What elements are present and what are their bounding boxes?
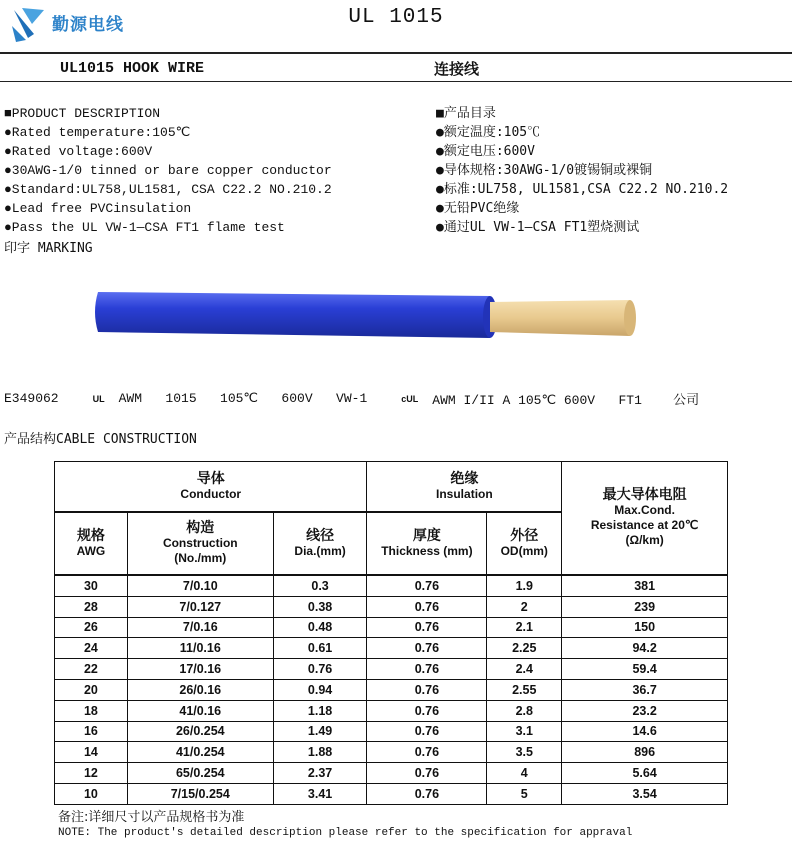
cell-construction: 41/0.16	[127, 700, 273, 721]
cell-diameter: 0.94	[273, 679, 367, 700]
cell-od: 1.9	[487, 575, 562, 596]
cell-thickness: 0.76	[367, 659, 487, 680]
cell-resistance: 59.4	[562, 659, 728, 680]
header-resistance-unit: (Ω/km)	[625, 533, 664, 547]
cell-awg: 20	[55, 679, 128, 700]
header-diameter-en: Dia.(mm)	[294, 543, 346, 558]
cell-thickness: 0.76	[367, 596, 487, 617]
cell-od: 2.25	[487, 638, 562, 659]
ul-logo-icon: UL	[92, 393, 105, 404]
cell-construction: 11/0.16	[127, 638, 273, 659]
cell-construction: 26/0.16	[127, 679, 273, 700]
table-body	[55, 575, 728, 804]
header-conductor-cn: 导体	[196, 470, 225, 487]
description-line: ●额定电压:600V	[436, 144, 535, 159]
header-resistance-en2: Resistance at 20℃	[590, 518, 699, 532]
description-line: ■PRODUCT DESCRIPTION	[4, 106, 161, 121]
cell-construction: 7/0.10	[127, 575, 273, 596]
cell-awg: 26	[55, 617, 128, 638]
table-row	[55, 575, 728, 596]
cell-awg: 18	[55, 700, 128, 721]
header-construction	[127, 512, 273, 575]
cell-resistance: 3.54	[562, 783, 728, 804]
conductor-body	[490, 300, 630, 336]
cell-construction: 7/0.16	[127, 617, 273, 638]
cell-diameter: 1.88	[273, 742, 367, 763]
cable-construction-table	[54, 461, 728, 805]
header-construction-cn: 构造	[186, 520, 215, 536]
header-thickness	[367, 512, 487, 575]
table-row	[55, 617, 728, 638]
description-line: ●Rated voltage:600V	[4, 144, 153, 159]
cell-diameter: 0.3	[273, 575, 367, 596]
cell-diameter: 2.37	[273, 763, 367, 784]
description-line: ●无铅PVC绝缘	[436, 201, 520, 216]
cell-resistance: 94.2	[562, 638, 728, 659]
product-description-chinese	[436, 104, 728, 237]
cell-od: 4	[487, 763, 562, 784]
cell-thickness: 0.76	[367, 763, 487, 784]
subtitle-english: UL1015 HOOK WIRE	[60, 60, 205, 77]
cell-resistance: 381	[562, 575, 728, 596]
description-line: ■产品目录	[436, 106, 496, 121]
table-row	[55, 659, 728, 680]
description-line: ●30AWG-1/0 tinned or bare copper conductor	[4, 163, 332, 178]
description-line: ●通过UL VW-1—CSA FT1塑烧测试	[436, 220, 640, 235]
cell-resistance: 896	[562, 742, 728, 763]
table-row	[55, 742, 728, 763]
table-row	[55, 783, 728, 804]
header-divider	[0, 52, 792, 54]
cell-od: 2.1	[487, 617, 562, 638]
cell-construction: 41/0.254	[127, 742, 273, 763]
product-description-english	[4, 104, 332, 237]
table-row	[55, 700, 728, 721]
header-construction-en: Construction	[162, 536, 238, 550]
cell-od: 2.55	[487, 679, 562, 700]
cell-construction: 65/0.254	[127, 763, 273, 784]
header-insulation	[367, 462, 562, 513]
table-row	[55, 679, 728, 700]
header-od-cn: 外径	[510, 527, 539, 544]
cell-resistance: 239	[562, 596, 728, 617]
construction-label: 产品结构CABLE CONSTRUCTION	[4, 432, 197, 447]
cell-thickness: 0.76	[367, 617, 487, 638]
cell-diameter: 0.48	[273, 617, 367, 638]
header-insulation-cn: 绝缘	[450, 470, 479, 487]
header-resistance	[562, 462, 728, 576]
cell-od: 2.8	[487, 700, 562, 721]
description-line: ●Standard:UL758,UL1581, CSA C22.2 NO.210.2	[4, 182, 332, 197]
cell-od: 2.4	[487, 659, 562, 680]
table-row	[55, 638, 728, 659]
description-line: ●Lead free PVCinsulation	[4, 201, 192, 216]
cell-construction: 26/0.254	[127, 721, 273, 742]
table-row	[55, 721, 728, 742]
header-insulation-en: Insulation	[436, 486, 493, 501]
description-line: ●标准:UL758, UL1581,CSA C22.2 NO.210.2	[436, 182, 729, 197]
header-awg-en: AWG	[76, 543, 106, 558]
cell-awg: 10	[55, 783, 128, 804]
cell-awg: 30	[55, 575, 128, 596]
marking-label: 印字 MARKING	[4, 241, 93, 256]
header-diameter	[273, 512, 367, 575]
cell-diameter: 0.61	[273, 638, 367, 659]
subtitle-divider	[0, 81, 792, 82]
header-construction-unit: (No./mm)	[174, 551, 227, 565]
header-conductor	[55, 462, 367, 513]
note-chinese: 备注:详细尺寸以产品规格书为准	[58, 810, 245, 825]
cell-awg: 22	[55, 659, 128, 680]
document-title: UL 1015	[348, 6, 444, 29]
subtitle-chinese: 连接线	[434, 60, 480, 78]
table-row	[55, 763, 728, 784]
header-od-en: OD(mm)	[500, 543, 548, 558]
description-line: ●额定温度:105℃	[436, 125, 541, 140]
cell-resistance: 150	[562, 617, 728, 638]
print-marking	[4, 389, 713, 408]
cul-logo-icon: cUL	[401, 393, 419, 404]
cell-od: 3.5	[487, 742, 562, 763]
cell-awg: 24	[55, 638, 128, 659]
description-line: ●导体规格:30AWG-1/0镀锡铜或裸铜	[436, 163, 653, 178]
cell-construction: 7/0.127	[127, 596, 273, 617]
cell-awg: 28	[55, 596, 128, 617]
cell-thickness: 0.76	[367, 700, 487, 721]
cell-resistance: 23.2	[562, 700, 728, 721]
cell-diameter: 1.18	[273, 700, 367, 721]
cell-thickness: 0.76	[367, 575, 487, 596]
header-resistance-cn: 最大导体电阻	[602, 487, 687, 503]
marking-spec-csa: AWM I/II A 105℃ 600V FT1 公司	[432, 393, 700, 408]
conductor-end	[624, 300, 636, 336]
cell-resistance: 14.6	[562, 721, 728, 742]
description-line: ●Pass the UL VW-1—CSA FT1 flame test	[4, 220, 285, 235]
description-line: ●Rated temperature:105℃	[4, 125, 191, 140]
cell-od: 3.1	[487, 721, 562, 742]
cell-thickness: 0.76	[367, 638, 487, 659]
cell-thickness: 0.76	[367, 742, 487, 763]
table-row	[55, 596, 728, 617]
insulation-body	[95, 292, 490, 338]
cell-construction: 7/15/0.254	[127, 783, 273, 804]
note-english: NOTE: The product's detailed description please refer to the specification for appraval	[58, 827, 633, 839]
cell-od: 2	[487, 596, 562, 617]
cell-awg: 12	[55, 763, 128, 784]
header-diameter-cn: 线径	[306, 527, 335, 544]
cell-diameter: 3.41	[273, 783, 367, 804]
cell-diameter: 0.76	[273, 659, 367, 680]
cell-thickness: 0.76	[367, 721, 487, 742]
header-od	[487, 512, 562, 575]
cell-awg: 14	[55, 742, 128, 763]
cell-diameter: 0.38	[273, 596, 367, 617]
cell-thickness: 0.76	[367, 679, 487, 700]
header-conductor-en: Conductor	[180, 486, 242, 501]
header-thickness-cn: 厚度	[412, 527, 441, 544]
cell-od: 5	[487, 783, 562, 804]
wire-illustration	[90, 282, 650, 354]
cell-thickness: 0.76	[367, 783, 487, 804]
cell-diameter: 1.49	[273, 721, 367, 742]
header-awg-cn: 规格	[76, 527, 105, 544]
cell-awg: 16	[55, 721, 128, 742]
cell-resistance: 5.64	[562, 763, 728, 784]
header-awg	[55, 512, 128, 575]
cell-resistance: 36.7	[562, 679, 728, 700]
header-resistance-en1: Max.Cond.	[614, 503, 675, 517]
marking-spec-ul: AWM 1015 105℃ 600V VW-1	[118, 391, 368, 406]
cell-construction: 17/0.16	[127, 659, 273, 680]
logo-text: 勤源电线	[52, 15, 124, 35]
marking-code: E349062	[4, 391, 59, 406]
header-thickness-en: Thickness (mm)	[381, 543, 473, 558]
